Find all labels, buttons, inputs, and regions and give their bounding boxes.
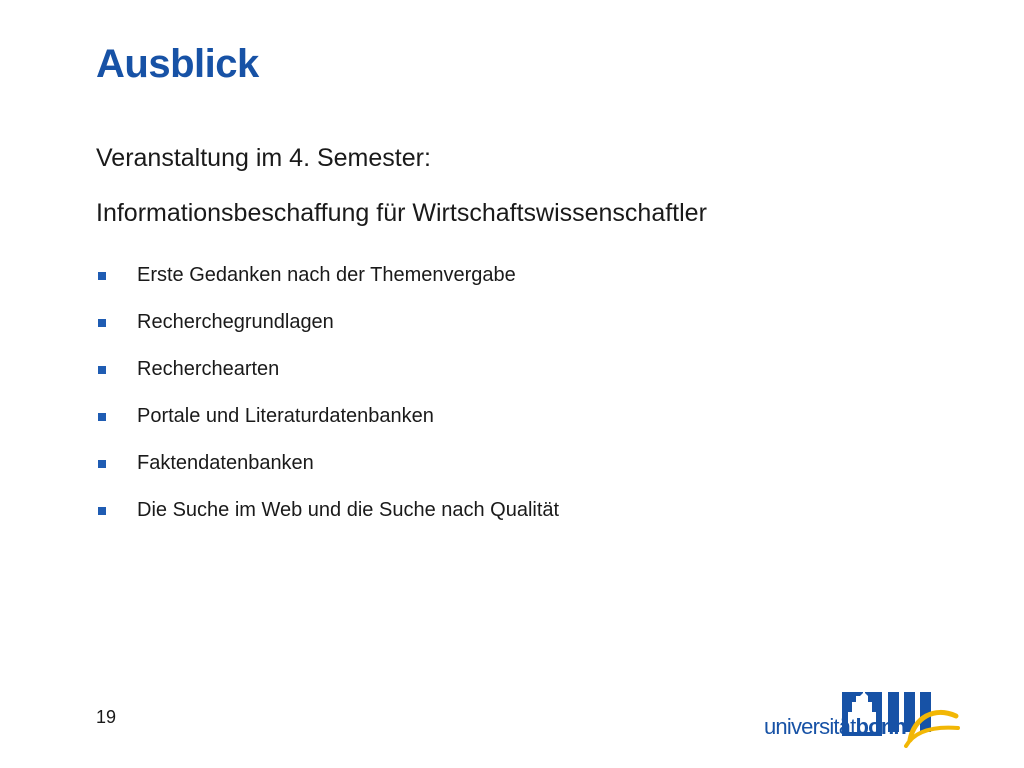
square-bullet-icon [98,319,106,327]
logo-wordmark [764,714,906,740]
list-item [96,487,896,534]
list-item [96,299,896,346]
bullet-text: Erste Gedanken nach der Themenvergabe [137,264,516,286]
page-number: 19 [96,707,117,727]
square-bullet-icon [98,366,106,374]
square-bullet-icon [98,507,106,515]
bullet-text: Die Suche im Web und die Suche nach Qualität [137,499,560,521]
intro-line-course: Informationsbeschaffung für Wirtschaftswissenschaftler [96,199,707,227]
list-item [96,440,896,487]
logo-text-bold: bonn [855,714,907,739]
bullet-text: Portale und Literaturdatenbanken [137,405,434,427]
bullet-text: Recherchegrundlagen [137,311,334,333]
bullet-text: Recherchearten [137,358,280,380]
bullet-list [96,252,896,534]
intro-line-semester: Veranstaltung im 4. Semester: [96,144,431,172]
square-bullet-icon [98,413,106,421]
square-bullet-icon [98,460,106,468]
slide-title: Ausblick [96,42,259,86]
bullet-text: Faktendatenbanken [137,452,314,474]
list-item [96,393,896,440]
square-bullet-icon [98,272,106,280]
list-item [96,346,896,393]
logo-text-regular: universität [764,714,856,739]
list-item [96,252,896,299]
